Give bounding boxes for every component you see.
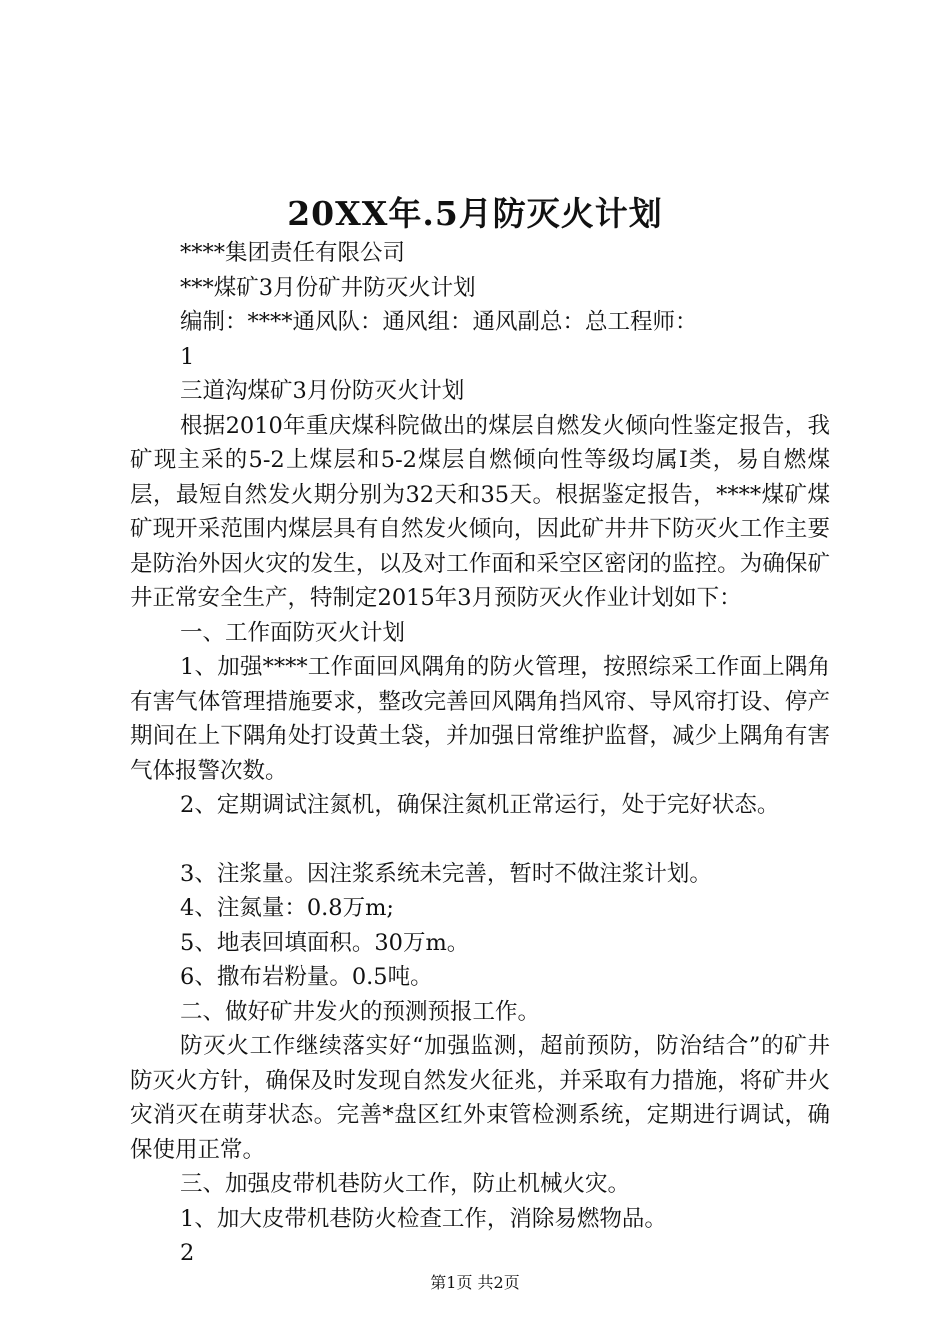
- section-heading-2: 二、做好矿井发火的预测预报工作。: [180, 998, 541, 1025]
- page-footer: 第1页 共2页: [430, 1273, 520, 1292]
- paragraph-plan-heading: ***煤矿3月份矿井防灭火计划: [180, 274, 476, 301]
- paragraph-page-number-2: 2: [180, 1240, 195, 1266]
- list-item-2: 2、定期调试注氮机，确保注氮机正常运行，处于完好状态。: [180, 792, 780, 818]
- document-title: 20XX年.5月防灭火计划: [287, 194, 663, 233]
- paragraph-intro: 根据2010年重庆煤科院做出的煤层自燃发火倾向性鉴定报告，我矿现主采的5-2上煤层和5-2煤层自燃倾向性等级均属Ⅰ类，易自燃煤层，最短自然发火期分别为32天和35天。根据鉴定报告，****煤矿煤矿现开采范围内煤层具有自然发火倾向，因此矿井井下防灭火工作主要是防治外因火灾的发生，以及对工作面和采空区密闭的监控。为确保矿井正常安全生产，特制定2015年3月预防灭火作业计划如下：: [130, 412, 830, 611]
- list-item-6: 6、撒布岩粉量。0.5吨。: [180, 964, 433, 990]
- paragraph-page-number-1: 1: [180, 343, 195, 370]
- list-item-3: 3、注浆量。因注浆系统未完善，暂时不做注浆计划。: [180, 860, 712, 887]
- document-body: [130, 236, 830, 1271]
- list-item-5: 5、地表回填面积。30万m。: [180, 929, 470, 956]
- list-item-4: 4、注氮量：0.8万m;: [180, 895, 395, 921]
- section-heading-3: 三、加强皮带机巷防火工作，防止机械火灾。: [180, 1171, 631, 1197]
- paragraph-company: ****集团责任有限公司: [180, 240, 406, 266]
- list-item-1: 1、加强****工作面回风隅角的防火管理，按照综采工作面上隅角有害气体管理措施要求，整改完善回风隅角挡风帘、导风帘打设、停产期间在上下隅角处打设黄土袋，并加强日常维护监督，减少上隅角有害气体报警次数。: [130, 654, 830, 784]
- section-heading-1: 一、工作面防灭火计划: [180, 619, 406, 646]
- list-item-belt-1: 1、加大皮带机巷防火检查工作，消除易燃物品。: [180, 1205, 667, 1232]
- paragraph-subtitle: 三道沟煤矿3月份防灭火计划: [180, 378, 465, 404]
- paragraph-editors: 编制：****通风队：通风组：通风副总：总工程师：: [180, 309, 698, 335]
- paragraph-prediction: 防灭火工作继续落实好“加强监测，超前预防，防治结合”的矿井防灭火方针，确保及时发现自然发火征兆，并采取有力措施，将矿井火灾消灭在萌芽状态。完善*盘区红外束管检测系统，定期进行调试，确保使用正常。: [130, 1033, 830, 1163]
- paragraph-gap: [130, 823, 830, 857]
